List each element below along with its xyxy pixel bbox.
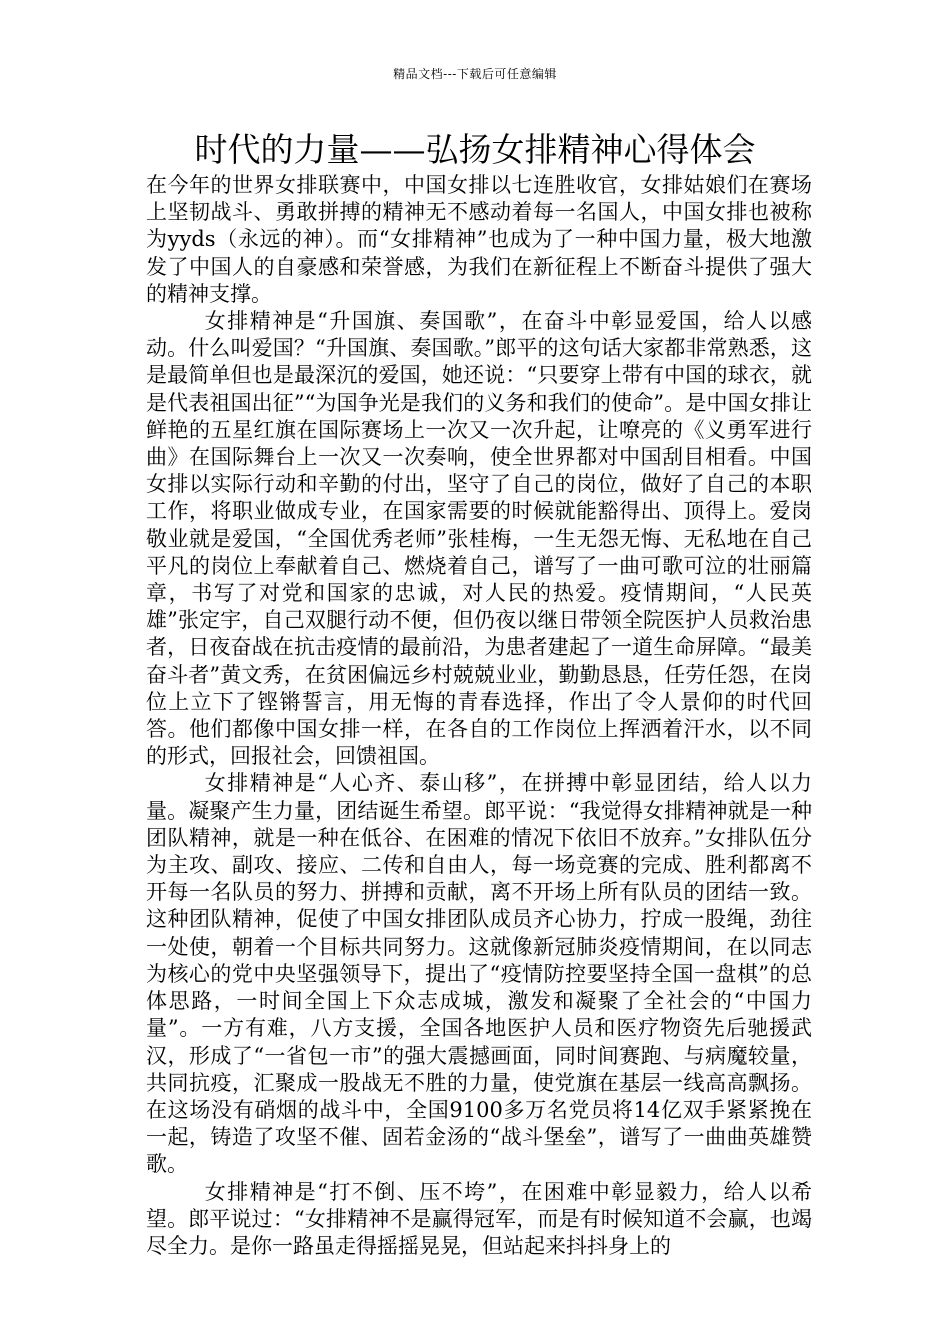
- paragraph-patriotism: 女排精神是“升国旗、奏国歌”，在奋斗中彰显爱国，给人以感动。什么叫爱国？“升国旗、奏国歌。”郎平的这句话大家都非常熟悉，这是最简单但也是最深沉的爱国，她还说：“只要穿上带有中国的球衣，就是代表祖国出征”“为国争光是我们的义务和我们的使命”。是中国女排让鲜艳的五星红旗在国际赛场上一次又一次升起，让嘹亮的《义勇军进行曲》在国际舞台上一次又一次奏响，使全世界都对中国刮目相看。中国女排以实际行动和辛勤的付出，坚守了自己的岗位，做好了自己的本职工作，将职业做成专业，在国家需要的时候就能豁得出、顶得上。爱岗敬业就是爱国，“全国优秀老师”张桂梅，一生无怨无悔、无私地在自己平凡的岗位上奉献着自己、燃烧着自己，谱写了一曲可歌可泣的壮丽篇章，书写了对党和国家的忠诚，对人民的热爱。疫情期间，“人民英雄”张定宇，自己双腿行动不便，但仍夜以继日带领全院医护人员救治患者，日夜奋战在抗击疫情的最前沿，为患者建起了一道生命屏障。“最美奋斗者”黄文秀，在贫困偏远乡村兢兢业业，勤勤恳恳，任劳任怨，在岗位上立下了铿锵誓言，用无悔的青春选择，作出了令人景仰的时代回答。他们都像中国女排一样，在各自的工作岗位上挥洒着汗水，以不同的形式，回报社会，回馈祖国。: [146, 309, 812, 769]
- paragraph-intro: 在今年的世界女排联赛中，中国女排以七连胜收官，女排姑娘们在赛场上坚韧战斗、勇敢拼搏的精神无不感动着每一名国人，中国女排也被称为yyds（永远的神）。而“女排精神”也成为了一种中国力量，极大地激发了中国人的自豪感和荣誉感，为我们在新征程上不断奋斗提供了强大的精神支撑。: [146, 173, 812, 306]
- paragraph-perseverance: 女排精神是“打不倒、压不垮”，在困难中彰显毅力，给人以希望。郎平说过：“女排精神不是赢得冠军，而是有时候知道不会赢，也竭尽全力。是你一路虽走得摇摇晃晃，但站起来抖抖身上的: [146, 1179, 812, 1258]
- paragraph-unity: 女排精神是“人心齐、泰山移”，在拼搏中彰显团结，给人以力量。凝聚产生力量，团结诞生希望。郎平说：“我觉得女排精神就是一种团队精神，就是一种在低谷、在困难的情况下依旧不放弃。”女排队伍分为主攻、副攻、接应、二传和自由人，每一场竞赛的完成、胜利都离不开每一名队员的努力、拼搏和贡献，离不开场上所有队员的团结一致。这种团队精神，促使了中国女排团队成员齐心协力，拧成一股绳，劲往一处使，朝着一个目标共同努力。这就像新冠肺炎疫情期间，在以同志为核心的党中央坚强领导下，提出了“疫情防控要坚持全国一盘棋”的总体思路，一时间全国上下众志成城，激发和凝聚了全社会的“中国力量”。一方有难，八方支援，全国各地医护人员和医疗物资先后驰援武汉，形成了“一省包一市”的强大震撼画面，同时间赛跑、与病魔较量，共同抗疫，汇聚成一股战无不胜的力量，使党旗在基层一线高高飘扬。在这场没有硝烟的战斗中，全国9100多万名党员将14亿双手紧紧挽在一起，铸造了攻坚不催、固若金汤的“战斗堡垒”，谱写了一曲曲英雄赞歌。: [146, 771, 812, 1177]
- document-body: [146, 172, 812, 1260]
- page-header-note: 精品文档---下载后可任意编辑: [393, 67, 557, 81]
- document-title: 时代的力量——弘扬女排精神心得体会: [194, 130, 756, 169]
